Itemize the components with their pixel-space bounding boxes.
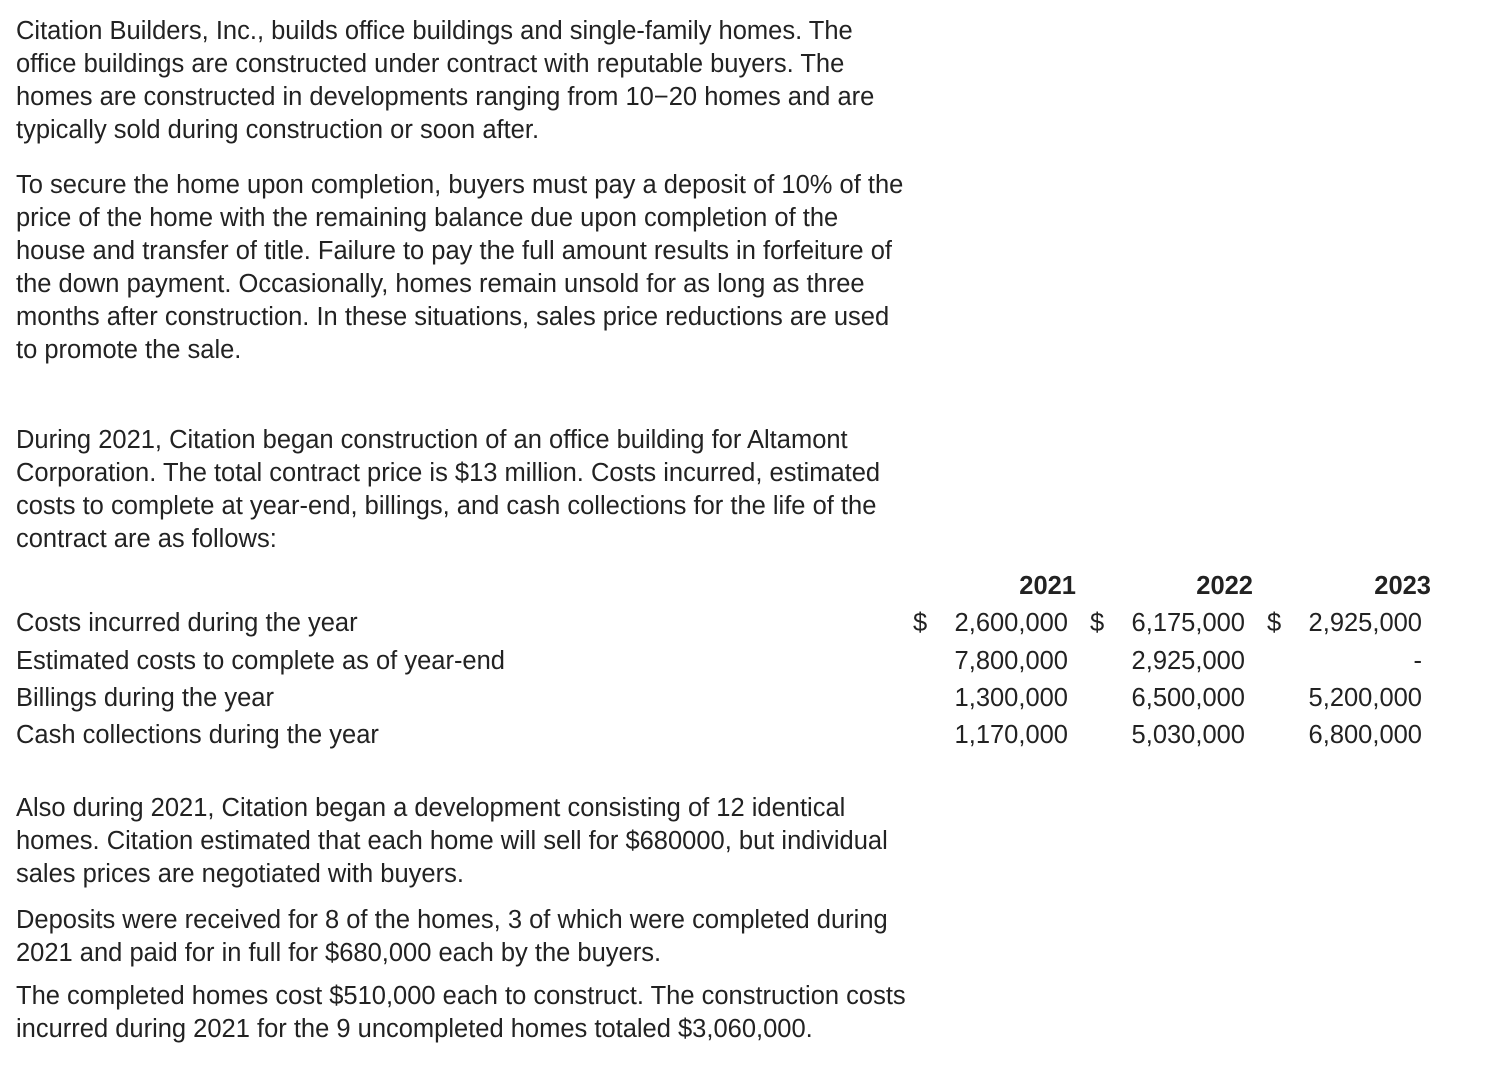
cell-value: 2,925,000 [1131,647,1245,675]
row-label-billings: Billings during the year [16,684,274,712]
cell-value: 5,200,000 [1308,684,1422,712]
cell-value: 6,175,000 [1131,609,1245,637]
contract-paragraph: During 2021, Citation began construction of an office building for Altamont Corporation. The total contract price is $13 million. Costs incurred, estimated costs to complete at year-end, billings, and cash collections for the life of the contract are as follows: [16,426,881,553]
cell-value: 1,170,000 [954,721,1068,749]
cell-value: 1,300,000 [954,684,1068,712]
cell-value: 2,925,000 [1308,609,1422,637]
currency-symbol: $ [1090,609,1105,637]
homes-development-paragraph: Also during 2021, Citation began a development consisting of 12 identical homes. Citation estimated that each home will sell for $680000, but individual sales prices are negotiated with buyers. [16,794,888,888]
deposit-paragraph: To secure the home upon completion, buyers must pay a deposit of 10% of the price of the home with the remaining balance due upon completion of the house and transfer of title. Failure to pay the full amount results in forfeiture of the down payment. Occasionally, homes remain unsold for as long as three months after construction. In these situations, sales price reductions are used to promote the sale. [16,171,904,364]
year-header-2022: 2022 [1196,572,1253,600]
cell-value: - [1413,647,1422,675]
intro-paragraph: Citation Builders, Inc., builds office buildings and single-family homes. The office buildings are constructed under contract with reputable buyers. The homes are constructed in developments ranging from 10−20 homes and are typically sold during construction or soon after. [16,17,875,144]
year-header-2021: 2021 [1019,572,1076,600]
cell-value: 6,500,000 [1131,684,1245,712]
currency-symbol: $ [1267,609,1282,637]
row-label-costs-incurred: Costs incurred during the year [16,609,358,637]
cell-value: 7,800,000 [954,647,1068,675]
cell-value: 5,030,000 [1131,721,1245,749]
cell-value: 2,600,000 [954,609,1068,637]
year-header-2023: 2023 [1374,572,1431,600]
currency-symbol: $ [913,609,928,637]
deposits-paragraph: Deposits were received for 8 of the homes, 3 of which were completed during 2021 and paid for in full for $680,000 each by the buyers. [16,906,888,967]
construction-costs-paragraph: The completed homes cost $510,000 each to construct. The construction costs incurred during 2021 for the 9 uncompleted homes totaled $3,060,000. [16,982,906,1043]
row-label-estimated-costs: Estimated costs to complete as of year-end [16,647,505,675]
row-label-cash-collections: Cash collections during the year [16,721,379,749]
cell-value: 6,800,000 [1308,721,1422,749]
